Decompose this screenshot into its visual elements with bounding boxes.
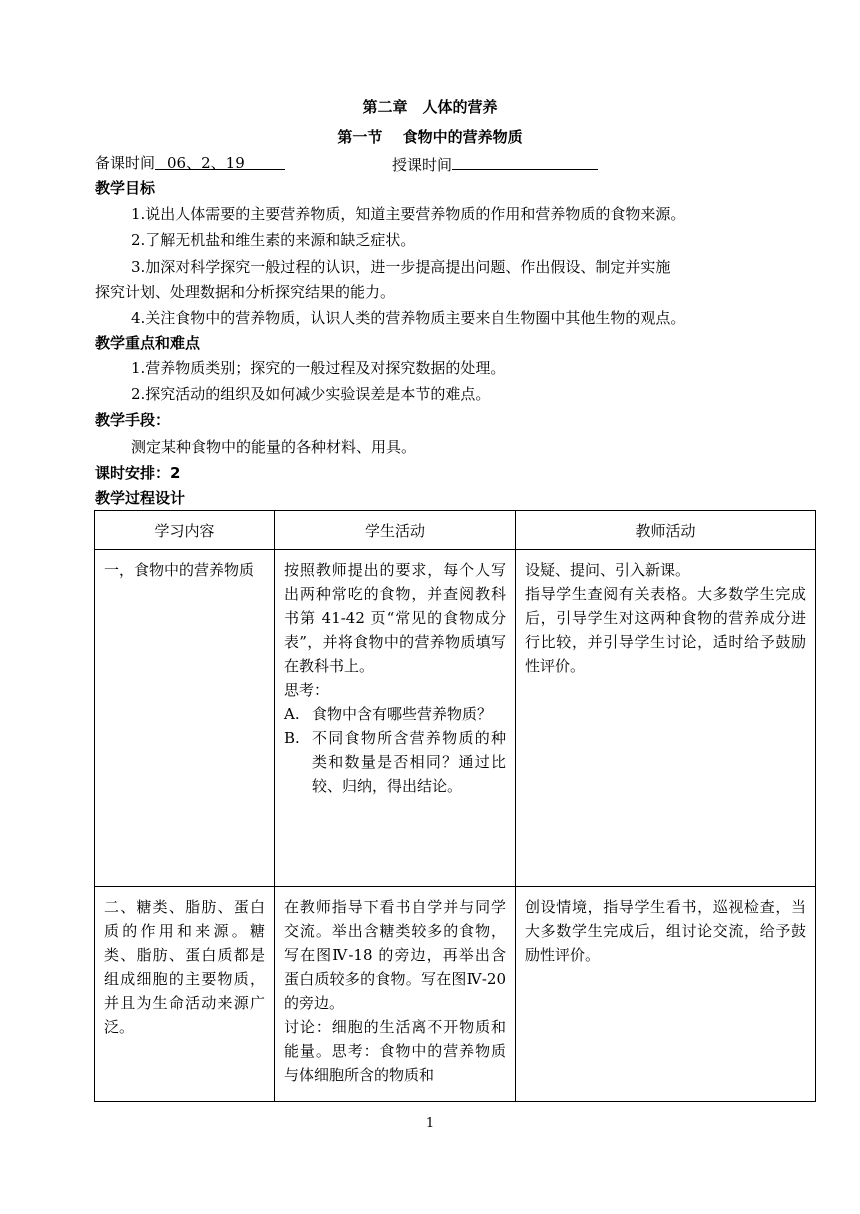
list-marker-a: A. xyxy=(284,705,300,723)
means-text: 测定某种食物中的能量的各种材料、用具。 xyxy=(131,438,417,456)
objective-3-cont: 探究计划、处理数据和分析探究结果的能力。 xyxy=(95,283,396,301)
row-2-student xyxy=(275,887,516,1102)
column-header-student: 学生活动 xyxy=(275,511,516,550)
column-header-content: 学习内容 xyxy=(95,511,275,550)
list-item-b-text: 不同食物所含营养物质的种类和数量是否相同？通过比较、归纳，得出结论。 xyxy=(312,729,506,795)
row-1-teacher-line-2: 指导学生查阅有关表格。大多数学生完成后，引导学生对这两种食物的营养成分进行比较，并引导学生讨论，适时给予鼓励性评价。 xyxy=(525,585,806,675)
key-point-2: 2.探究活动的组织及如何减少实验误差是本节的难点。 xyxy=(131,385,491,403)
schedule-heading: 课时安排：2 xyxy=(95,464,181,482)
objective-1: 1.说出人体需要的主要营养物质，知道主要营养物质的作用和营养物质的食物来源。 xyxy=(131,205,686,223)
prep-time-label: 备课时间 xyxy=(95,154,156,172)
row-1-teacher-line-1: 设疑、提问、引入新课。 xyxy=(525,561,691,579)
prep-time-line xyxy=(95,152,285,173)
row-1-teacher xyxy=(516,550,816,887)
list-marker-b: B. xyxy=(284,729,300,747)
row-2-teacher-text: 创设情境，指导学生看书，巡视检查，当大多数学生完成后，组讨论交流，给予鼓励性评价。 xyxy=(525,898,806,964)
process-heading: 教学过程设计 xyxy=(95,489,186,507)
row-2-teacher xyxy=(516,887,816,1102)
row-2-content xyxy=(95,887,275,1102)
section-title: 第一节 食物中的营养物质 xyxy=(337,128,523,146)
prep-time-value: 06、2、19 xyxy=(155,152,285,170)
chapter-title: 第二章 人体的营养 xyxy=(362,98,498,116)
row-2-content-text: 二、糖类、脂肪、蛋白质的作用和来源。糖类、脂肪、蛋白质都是组成细胞的主要物质，并且为生命活动来源广泛。 xyxy=(104,898,265,1036)
list-item xyxy=(284,702,506,726)
key-points-heading: 教学重点和难点 xyxy=(95,334,201,352)
list-item xyxy=(284,726,506,798)
row-2-student-discuss: 讨论：细胞的生活离不开物质和能量。思考：食物中的营养物质与体细胞所含的物质和 xyxy=(284,1018,506,1084)
teach-time-blank xyxy=(452,152,598,170)
means-heading: 教学手段： xyxy=(95,411,171,429)
row-1-student xyxy=(275,550,516,887)
objective-2: 2.了解无机盐和维生素的来源和缺乏症状。 xyxy=(131,231,416,249)
row-1-think-label: 思考： xyxy=(284,681,330,699)
objective-4: 4.关注食物中的营养物质，认识人类的营养物质主要来自生物圈中其他生物的观点。 xyxy=(131,309,686,327)
key-point-1: 1.营养物质类别；探究的一般过程及对探究数据的处理。 xyxy=(131,359,506,377)
column-header-teacher: 教师活动 xyxy=(516,511,816,550)
row-1-content-text: 一，食物中的营养物质 xyxy=(104,561,255,579)
objectives-heading: 教学目标 xyxy=(95,179,156,197)
teach-time-line xyxy=(392,152,598,175)
row-2-student-text: 在教师指导下看书自学并与同学交流。举出含糖类较多的食物，写在图Ⅳ-18 的旁边，再举出含蛋白质较多的食物。写在图Ⅳ-20 的旁边。 xyxy=(284,898,506,1012)
table-header-row xyxy=(95,511,816,550)
row-1-content xyxy=(95,550,275,887)
row-1-student-text: 按照教师提出的要求，每个人写出两种常吃的食物，并查阅教科书第 41-42 页“常见的食物成分表”，并将食物中的营养物质填写在教科书上。 xyxy=(284,561,506,675)
page-number: 1 xyxy=(425,1116,435,1131)
process-table xyxy=(94,510,816,1102)
objective-3: 3.加深对科学探究一般过程的认识，进一步提高提出问题、作出假设、制定并实施 xyxy=(131,258,671,276)
table-row xyxy=(95,887,816,1102)
list-item-a-text: 食物中含有哪些营养物质？ xyxy=(312,705,493,723)
table-row xyxy=(95,550,816,887)
teach-time-label: 授课时间 xyxy=(392,156,453,174)
